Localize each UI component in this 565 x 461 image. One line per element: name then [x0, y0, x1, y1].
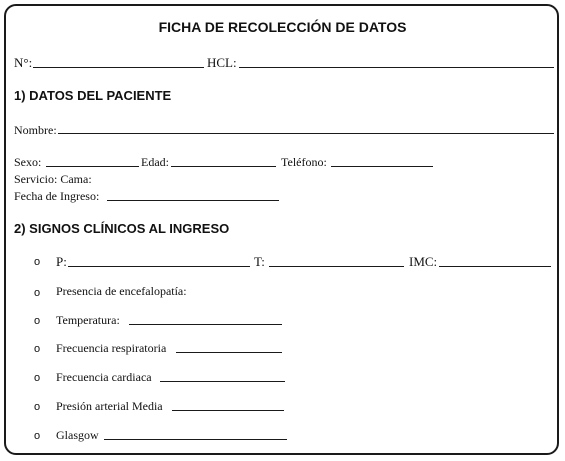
glasgow-field[interactable] — [104, 439, 287, 440]
glasgow-label: Glasgow — [56, 428, 99, 442]
bullet-icon: o — [34, 256, 41, 268]
frecuencia-cardiaca-label: Frecuencia cardiaca — [56, 370, 152, 384]
encefalopatia-label: Presencia de encefalopatía: — [56, 284, 187, 298]
presion-arterial-label: Presión arterial Media — [56, 399, 163, 413]
bullet-icon: o — [34, 343, 41, 355]
frecuencia-cardiaca-field[interactable] — [160, 381, 285, 382]
nombre-label: Nombre: — [14, 123, 57, 137]
section-datos-paciente: 1) DATOS DEL PACIENTE — [14, 88, 172, 103]
frecuencia-respiratoria-label: Frecuencia respiratoria — [56, 341, 167, 355]
telefono-field[interactable] — [331, 166, 433, 167]
presion-arterial-field[interactable] — [172, 410, 284, 411]
fecha-ingreso-label: Fecha de Ingreso: — [14, 189, 100, 203]
bullet-icon: o — [34, 287, 41, 299]
bullet-icon: o — [34, 430, 41, 442]
bullet-icon: o — [34, 401, 41, 413]
edad-label: Edad: — [141, 155, 169, 169]
t-label: T: — [254, 254, 265, 269]
servicio-cama-label: Servicio: Cama: — [14, 172, 92, 186]
sexo-field[interactable] — [46, 166, 139, 167]
imc-field[interactable] — [439, 266, 551, 267]
edad-field[interactable] — [171, 166, 276, 167]
nombre-field[interactable] — [58, 133, 554, 134]
p-field[interactable] — [68, 266, 250, 267]
numero-label: N°: — [14, 55, 33, 70]
numero-field[interactable] — [33, 67, 204, 68]
hcl-field[interactable] — [239, 67, 554, 68]
temperatura-field[interactable] — [129, 324, 282, 325]
telefono-label: Teléfono: — [281, 155, 327, 169]
bullet-icon: o — [34, 315, 41, 327]
bullet-icon: o — [34, 372, 41, 384]
section-signos-clinicos: 2) SIGNOS CLÍNICOS AL INGRESO — [14, 221, 230, 236]
t-field[interactable] — [269, 266, 404, 267]
fecha-ingreso-field[interactable] — [107, 200, 279, 201]
imc-label: IMC: — [409, 254, 438, 269]
sexo-label: Sexo: — [14, 155, 42, 169]
hcl-label: HCL: — [207, 55, 237, 70]
form-title: FICHA DE RECOLECCIÓN DE DATOS — [158, 19, 407, 35]
p-label: P: — [56, 254, 67, 269]
frecuencia-respiratoria-field[interactable] — [176, 352, 282, 353]
temperatura-label: Temperatura: — [56, 313, 120, 327]
